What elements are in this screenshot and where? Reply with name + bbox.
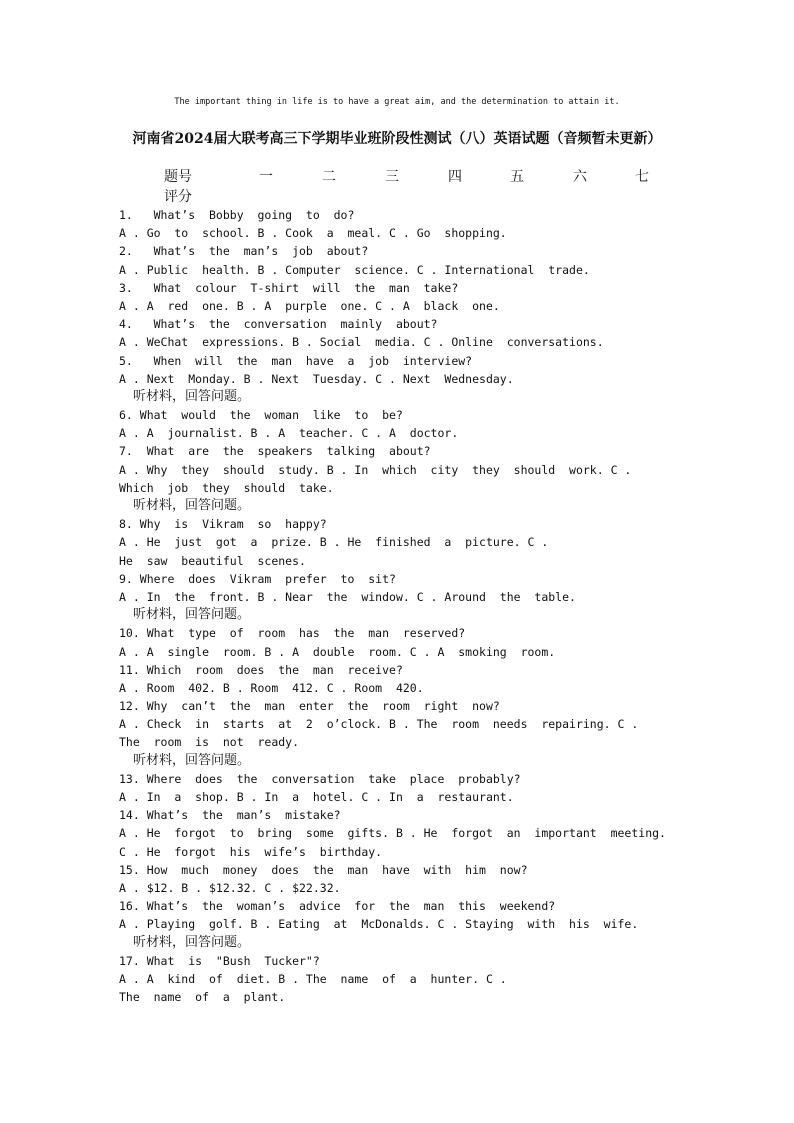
- question-line: A . A red one. B . A purple one. C . A black one.: [119, 298, 500, 313]
- question-line: 11. Which room does the man receive?: [119, 662, 403, 677]
- question-line: 9. Where does Vikram prefer to sit?: [119, 571, 396, 586]
- question-line: The name of a plant.: [119, 990, 286, 1005]
- question-line: A . In a shop. B . In a hotel. C . In a restaurant.: [119, 790, 514, 804]
- question-body: [119, 206, 699, 1006]
- question-line: A . Room 402. B . Room 412. C . Room 420.: [119, 680, 424, 695]
- question-line: A . Go to school. B . Cook a meal. C . Go shopping.: [119, 226, 507, 241]
- question-line: A . He forgot to bring some gifts. B . He forgot an important meeting.: [119, 826, 666, 841]
- score-table-header-label: 题号: [164, 169, 192, 185]
- question-line: The room is not ready.: [119, 735, 300, 750]
- question-line: 10. What type of room has the man reserved?: [119, 626, 466, 641]
- question-line: 3. What colour T-shirt will the man take?: [119, 280, 459, 295]
- question-line: A . A kind of diet. B . The name of a hunter. C .: [119, 971, 507, 986]
- question-line: 15. How much money does the man have with him now?: [119, 862, 528, 877]
- score-table-column: 二: [322, 169, 336, 185]
- question-line: A . Next Monday. B . Next Tuesday. C . Next Wednesday.: [119, 371, 514, 386]
- section-instruction: 听材料，回答问题。: [133, 388, 251, 404]
- score-table-column: 一: [259, 169, 273, 185]
- header-motto: The important thing in life is to have a great aim, and the determination to attain it.: [174, 97, 620, 107]
- question-line: A . A single room. B . A double room. C . A smoking room.: [119, 644, 556, 659]
- question-line: 5. When will the man have a job interview?: [119, 353, 473, 368]
- question-line: 6. What would the woman like to be?: [119, 408, 403, 423]
- question-line: 12. Why can’t the man enter the room right now?: [119, 699, 500, 714]
- question-line: A . He just got a prize. B . He finished a picture. C .: [119, 535, 549, 550]
- question-line: He saw beautiful scenes.: [119, 553, 306, 568]
- question-line: A . Why they should study. B . In which city they should work. C .: [119, 462, 632, 477]
- section-instruction: 听材料，回答问题。: [133, 934, 251, 950]
- question-line: 4. What’s the conversation mainly about?: [119, 317, 438, 332]
- question-line: C . He forgot his wife’s birthday.: [119, 844, 383, 859]
- question-line: A . Public health. B . Computer science. C . International trade.: [119, 262, 590, 277]
- question-line: 1. What’s Bobby going to do?: [119, 208, 355, 222]
- question-line: A . Playing golf. B . Eating at McDonalds. C . Staying with his wife.: [119, 917, 639, 932]
- question-line: A . A journalist. B . A teacher. C . A doctor.: [119, 426, 459, 441]
- section-instruction: 听材料，回答问题。: [133, 607, 251, 623]
- question-line: A . WeChat expressions. B . Social media. C . Online conversations.: [119, 335, 604, 350]
- score-table-row-label: 评分: [164, 189, 192, 205]
- question-line: Which job they should take.: [119, 480, 334, 495]
- question-line: A . In the front. B . Near the window. C . Around the table.: [119, 589, 576, 604]
- question-line: 8. Why is Vikram so happy?: [119, 517, 327, 532]
- exam-title: 河南省2024届大联考高三下学期毕业班阶段性测试（八）英语试题（音频暂未更新）: [132, 131, 662, 147]
- question-line: A . $12. B . $12.32. C . $22.32.: [119, 880, 341, 895]
- score-table-column: 三: [385, 169, 399, 185]
- question-line: 7. What are the speakers talking about?: [119, 444, 431, 459]
- section-instruction: 听材料，回答问题。: [133, 498, 251, 513]
- question-line: 14. What’s the man’s mistake?: [119, 808, 341, 823]
- score-table-column: 四: [448, 169, 462, 185]
- question-line: 2. What’s the man’s job about?: [119, 244, 369, 259]
- score-table-column: 五: [510, 169, 524, 185]
- section-instruction: 听材料，回答问题。: [133, 752, 251, 768]
- question-line: 13. Where does the conversation take place probably?: [119, 771, 521, 786]
- question-line: 16. What’s the woman’s advice for the man this weekend?: [119, 899, 556, 914]
- question-line: 17. What is "Bush Tucker"?: [119, 953, 320, 968]
- question-line: A . Check in starts at 2 o’clock. B . The room needs repairing. C .: [119, 717, 639, 732]
- score-table-column: 七: [635, 169, 649, 185]
- score-table-column: 六: [573, 169, 587, 185]
- score-table-header: [0, 166, 794, 186]
